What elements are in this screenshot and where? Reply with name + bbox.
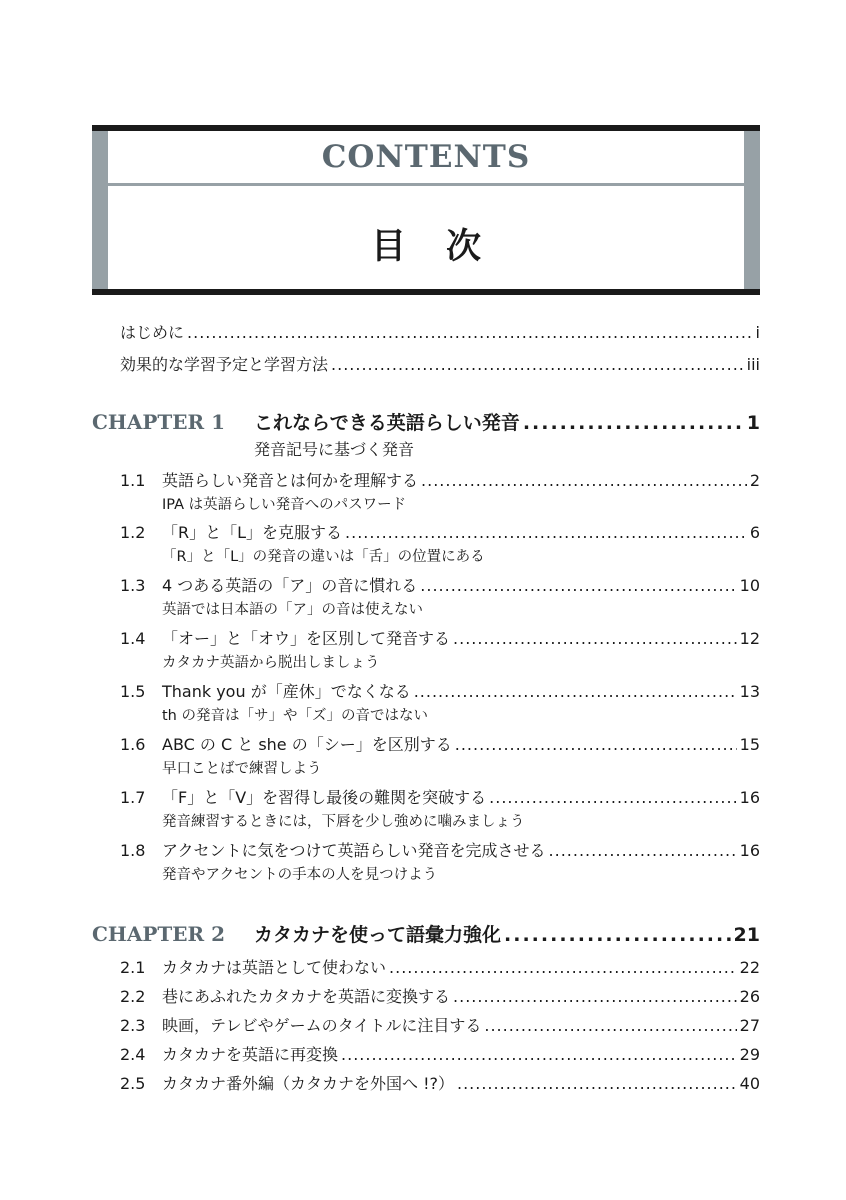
section-title: ABC の C と she の「シー」を区別する	[162, 735, 452, 754]
entry-title: 効果的な学習予定と学習方法	[120, 355, 329, 374]
dot-leader	[453, 987, 737, 1006]
section-number: 1.2	[120, 523, 146, 542]
section-page: 10	[739, 576, 760, 595]
chapter-1-heading[interactable]	[92, 408, 760, 435]
section-number: 1.3	[120, 576, 146, 595]
toc-section-1-4[interactable]	[120, 626, 760, 649]
section-title: 「F」と「V」を習得し最後の難関を突破する	[162, 788, 487, 807]
dot-leader	[414, 682, 737, 701]
header-divider	[108, 183, 744, 186]
section-subtitle: 「R」と「L」の発音の違いは「舌」の位置にある	[162, 549, 485, 565]
chapter-title: カタカナを使って語彙力強化	[254, 924, 502, 946]
toc-section-2-5[interactable]	[120, 1071, 760, 1094]
section-page: 22	[739, 958, 760, 977]
section-subtitle: 早口ことばで練習しよう	[162, 761, 322, 777]
section-title: 「オー」と「オウ」を区別して発音する	[162, 629, 451, 648]
section-page: 27	[739, 1016, 760, 1035]
section-subtitle: IPA は英語らしい発音へのパスワード	[162, 497, 407, 513]
toc-section-1-3[interactable]	[120, 573, 760, 596]
dot-leader	[187, 323, 753, 342]
dot-leader	[453, 629, 737, 648]
chapter-title: これならできる英語らしい発音	[254, 412, 520, 434]
section-number: 1.1	[120, 471, 146, 490]
dot-leader	[420, 576, 736, 595]
section-number: 2.1	[120, 958, 146, 977]
toc-section-1-5[interactable]	[120, 679, 760, 702]
toc-section-2-1[interactable]	[120, 955, 760, 978]
section-page: 13	[739, 682, 760, 701]
toc-section-1-2[interactable]	[120, 520, 760, 543]
section-page: 16	[739, 841, 760, 860]
dot-leader	[345, 523, 747, 542]
section-subtitle: th の発音は「サ」や「ズ」の音ではない	[162, 708, 428, 724]
section-page: 29	[739, 1045, 760, 1064]
dot-leader	[549, 841, 737, 860]
entry-title: はじめに	[120, 323, 185, 342]
section-title: 「R」と「L」を克服する	[162, 523, 343, 542]
section-title: 英語らしい発音とは何かを理解する	[162, 471, 419, 490]
section-page: 40	[739, 1074, 760, 1093]
toc-entry-intro[interactable]	[120, 320, 760, 343]
section-title: アクセントに気をつけて英語らしい発音を完成させる	[162, 841, 546, 860]
section-title: Thank you が「産休」でなくなる	[162, 682, 411, 701]
entry-page: iii	[746, 355, 760, 374]
section-subtitle: 英語では日本語の「ア」の音は使えない	[162, 602, 423, 618]
section-title: 巷にあふれたカタカナを英語に変換する	[162, 987, 451, 1006]
toc-entry-study-plan[interactable]	[120, 352, 760, 375]
dot-leader	[421, 471, 747, 490]
chapter-subtitle: 発音記号に基づく発音	[254, 440, 415, 459]
dot-leader	[457, 1074, 737, 1093]
chapter-label: CHAPTER 2	[92, 922, 225, 946]
section-title: 4 つある英語の「ア」の音に慣れる	[162, 576, 418, 595]
section-page: 2	[749, 471, 760, 490]
entry-page: i	[755, 323, 760, 342]
section-title: 映画，テレビやゲームのタイトルに注目する	[162, 1016, 482, 1035]
dot-leader	[489, 788, 736, 807]
section-number: 1.6	[120, 735, 146, 754]
section-subtitle: 発音やアクセントの手本の人を見つけよう	[162, 867, 438, 883]
toc-section-2-3[interactable]	[120, 1013, 760, 1036]
toc-section-2-4[interactable]	[120, 1042, 760, 1065]
dot-leader	[389, 958, 737, 977]
dot-leader	[331, 355, 744, 374]
section-page: 12	[739, 629, 760, 648]
section-subtitle: カタカナ英語から脱出しましょう	[162, 655, 380, 671]
toc-section-1-7[interactable]	[120, 785, 760, 808]
section-title: カタカナ番外編（カタカナを外国へ !?）	[162, 1074, 454, 1093]
section-subtitle: 発音練習するときには，下唇を少し強めに噛みましょう	[162, 814, 525, 830]
chapter-label: CHAPTER 1	[92, 410, 225, 434]
section-page: 26	[739, 987, 760, 1006]
toc-section-1-6[interactable]	[120, 732, 760, 755]
dot-leader	[523, 412, 744, 434]
section-number: 1.5	[120, 682, 146, 701]
dot-leader	[341, 1045, 737, 1064]
contents-title: CONTENTS	[321, 139, 531, 175]
dot-leader	[455, 735, 737, 754]
toc-section-1-1[interactable]	[120, 468, 760, 491]
section-number: 1.4	[120, 629, 146, 648]
section-page: 15	[739, 735, 760, 754]
section-title: カタカナは英語として使わない	[162, 958, 387, 977]
chapter-2-heading[interactable]	[92, 920, 760, 947]
section-number: 2.4	[120, 1045, 146, 1064]
section-number: 1.7	[120, 788, 146, 807]
contents-header	[92, 125, 760, 295]
section-number: 2.5	[120, 1074, 146, 1093]
chapter-page: 21	[733, 924, 760, 946]
section-title: カタカナを英語に再変換	[162, 1045, 339, 1064]
section-number: 2.3	[120, 1016, 146, 1035]
chapter-page: 1	[746, 412, 760, 434]
section-number: 1.8	[120, 841, 146, 860]
dot-leader	[504, 924, 731, 946]
mokuji-title: 目次	[370, 227, 521, 267]
section-page: 6	[749, 523, 760, 542]
section-page: 16	[739, 788, 760, 807]
toc-section-1-8[interactable]	[120, 838, 760, 861]
section-number: 2.2	[120, 987, 146, 1006]
toc-section-2-2[interactable]	[120, 984, 760, 1007]
dot-leader	[484, 1016, 736, 1035]
